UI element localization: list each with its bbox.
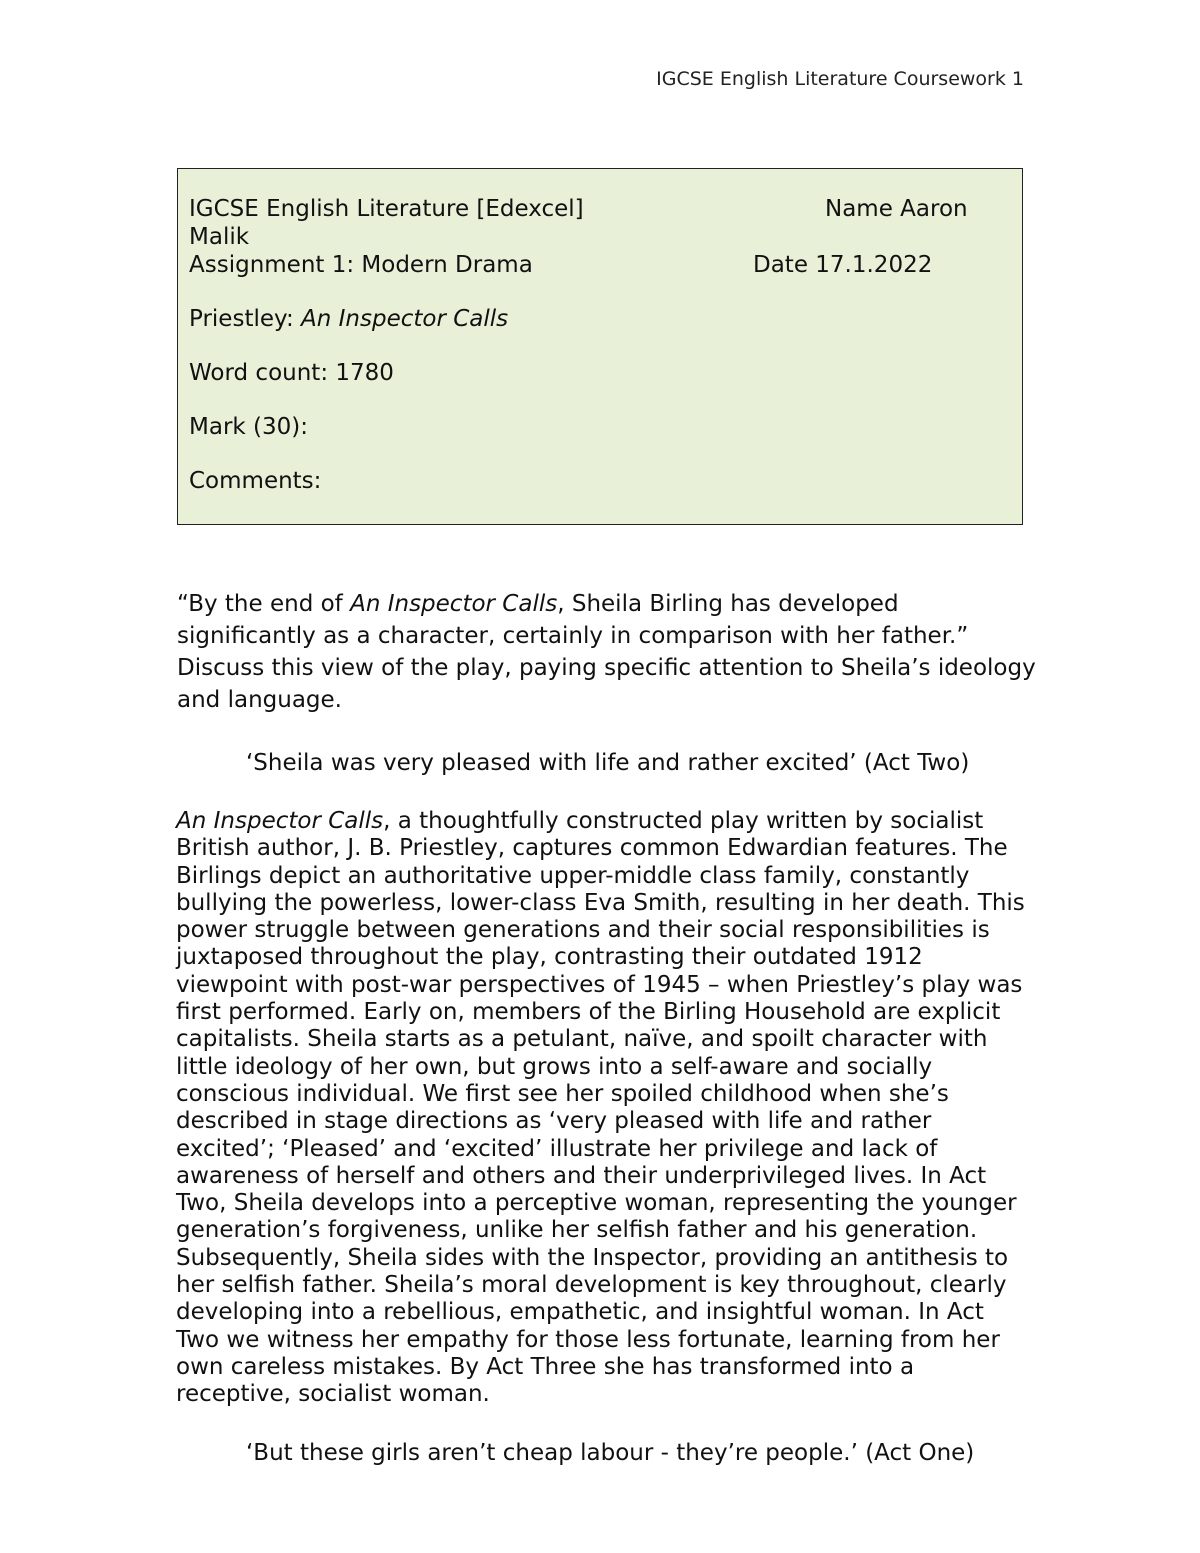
running-header: IGCSE English Literature Coursework 1 bbox=[656, 68, 1024, 90]
question-open: “By the end of bbox=[177, 591, 351, 617]
epigraph-quote-1: ‘Sheila was very pleased with life and rather excited’ (Act Two) bbox=[246, 750, 970, 776]
cover-title-row bbox=[189, 195, 1022, 223]
question-play-title: An Inspector Calls bbox=[350, 591, 558, 617]
essay-body: , a thoughtfully constructed play written by socialist British author, J. B. Priestley, captures common Edwardian features. The Birlings depict an authoritative upper-middle class family, constantly bullying the powerless, lower-class Eva Smith, resulting in her death. This power struggle between generations and their social responsibilities is juxtaposed throughout the play, contrasting their outdated 1912 viewpoint with post-war perspectives of 1945 – when Priestley’s play was first performed. Early on, members of the Birling Household are explicit capitalists. Sheila starts as a petulant, naïve, and spoilt character with little ideology of her own, but grows into a self-aware and socially conscious individual. We first see her spoiled childhood when she’s described in stage directions as ‘very pleased with life and rather excited’; ‘Pleased’ and ‘excited’ illustrate her privilege and lack of awareness of herself and others and their underprivileged lives. In Act Two, Sheila develops into a perceptive woman, representing the younger generation’s forgiveness, unlike her selfish father and his generation. Subsequently, Sheila sides with the Inspector, providing an antithesis to her selfish father. Sheila’s moral development is key throughout, clearly developing into a rebellious, empathetic, and insightful woman. In Act Two we witness her empathy for those less fortunate, learning from her own careless mistakes. By Act Three she has transformed into a receptive, socialist woman. bbox=[176, 808, 1025, 1408]
student-name: Name Aaron bbox=[825, 196, 968, 222]
assignment-date: Date 17.1.2022 bbox=[753, 252, 933, 278]
student-name-continued: Malik bbox=[189, 224, 250, 250]
epigraph-quote-2: ‘But these girls aren’t cheap labour - they’re people.’ (Act One) bbox=[246, 1440, 975, 1466]
question-body: , Sheila Birling has developed significantly as a character, certainly in comparison with her father.” Discuss this view of the play, paying specific attention to Sheila’s ideology and language. bbox=[177, 591, 1036, 713]
set-text-title: An Inspector Calls bbox=[301, 306, 509, 332]
word-count: Word count: 1780 bbox=[189, 360, 394, 386]
essay-play-title: An Inspector Calls bbox=[176, 808, 384, 834]
course-title: IGCSE English Literature [Edexcel] bbox=[189, 196, 584, 222]
assignment-row bbox=[189, 251, 1022, 279]
assignment-title: Assignment 1: Modern Drama bbox=[189, 252, 533, 278]
cover-info-box bbox=[177, 168, 1023, 525]
comments-field: Comments: bbox=[189, 468, 322, 494]
set-text bbox=[189, 305, 1022, 333]
essay-question bbox=[177, 588, 1037, 716]
mark-field: Mark (30): bbox=[189, 414, 308, 440]
set-text-author: Priestley: bbox=[189, 306, 302, 332]
essay-paragraph bbox=[176, 808, 1026, 1409]
